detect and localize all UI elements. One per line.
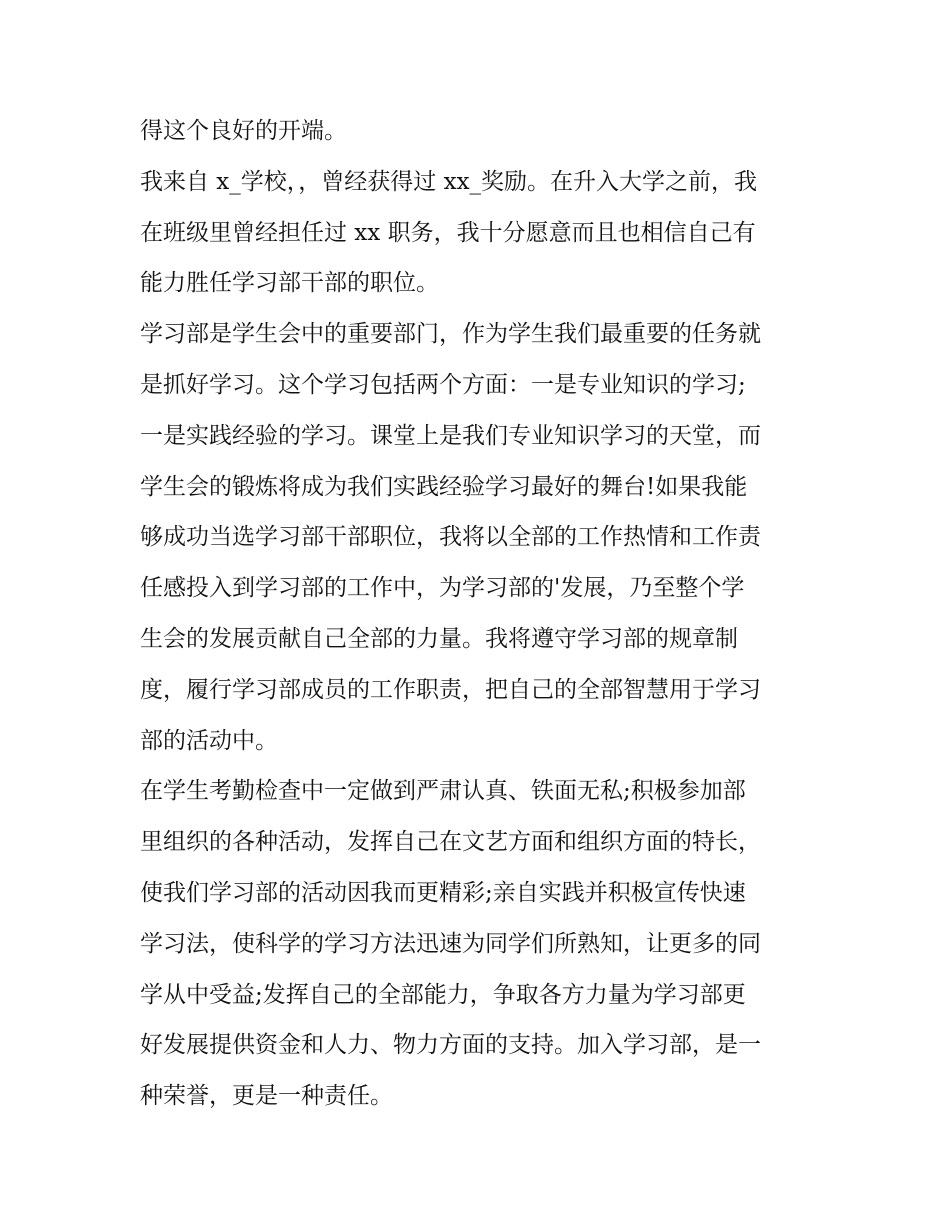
text-line: 学从中受益;发挥自己的全部能力，争取各方力量为学习部更: [140, 981, 746, 1008]
text-line: 使我们学习部的活动因我而更精彩;亲自实践并积极宣传快速: [140, 879, 746, 906]
text-line: 度，履行学习部成员的工作职责，把自己的全部智慧用于学习: [140, 676, 761, 703]
text-line: 在学生考勤检查中一定做到严肃认真、铁面无私;积极参加部: [140, 778, 746, 805]
document-body: [140, 106, 820, 1122]
text-line: 学习部是学生会中的重要部门，作为学生我们最重要的任务就: [140, 321, 761, 348]
text-line: 是抓好学习。这个学习包括两个方面：一是专业知识的学习;: [140, 371, 746, 398]
text-line: 部的活动中。: [140, 727, 278, 754]
text-line: 一是实践经验的学习。课堂上是我们专业知识学习的天堂，而: [140, 422, 761, 449]
text-line: 种荣誉，更是一种责任。: [140, 1083, 393, 1110]
text-line: 学生会的锻炼将成为我们实践经验学习最好的舞台!如果我能: [140, 473, 748, 500]
text-line: 任感投入到学习部的工作中，为学习部的'发展，乃至整个学: [140, 575, 745, 602]
text-line: 够成功当选学习部干部职位，我将以全部的工作热情和工作责: [140, 524, 761, 551]
text-line: 在班级里曾经担任过 xx 职务，我十分愿意而且也相信自己有: [140, 219, 756, 246]
text-line: 学习法，使科学的学习方法迅速为同学们所熟知，让更多的同: [140, 930, 761, 957]
text-line: 得这个良好的开端。: [140, 118, 347, 144]
text-line: 里组织的各种活动，发挥自己在文艺方面和组织方面的特长，: [140, 829, 761, 856]
text-line: 能力胜任学习部干部的职位。: [140, 270, 439, 297]
text-line: 生会的发展贡献自己全部的力量。我将遵守学习部的规章制: [140, 625, 738, 652]
text-line: 好发展提供资金和人力、物力方面的支持。加入学习部，是一: [140, 1032, 761, 1059]
text-line: 我来自 x_学校，，曾经获得过 xx_奖励。在升入大学之前，我: [140, 168, 758, 195]
